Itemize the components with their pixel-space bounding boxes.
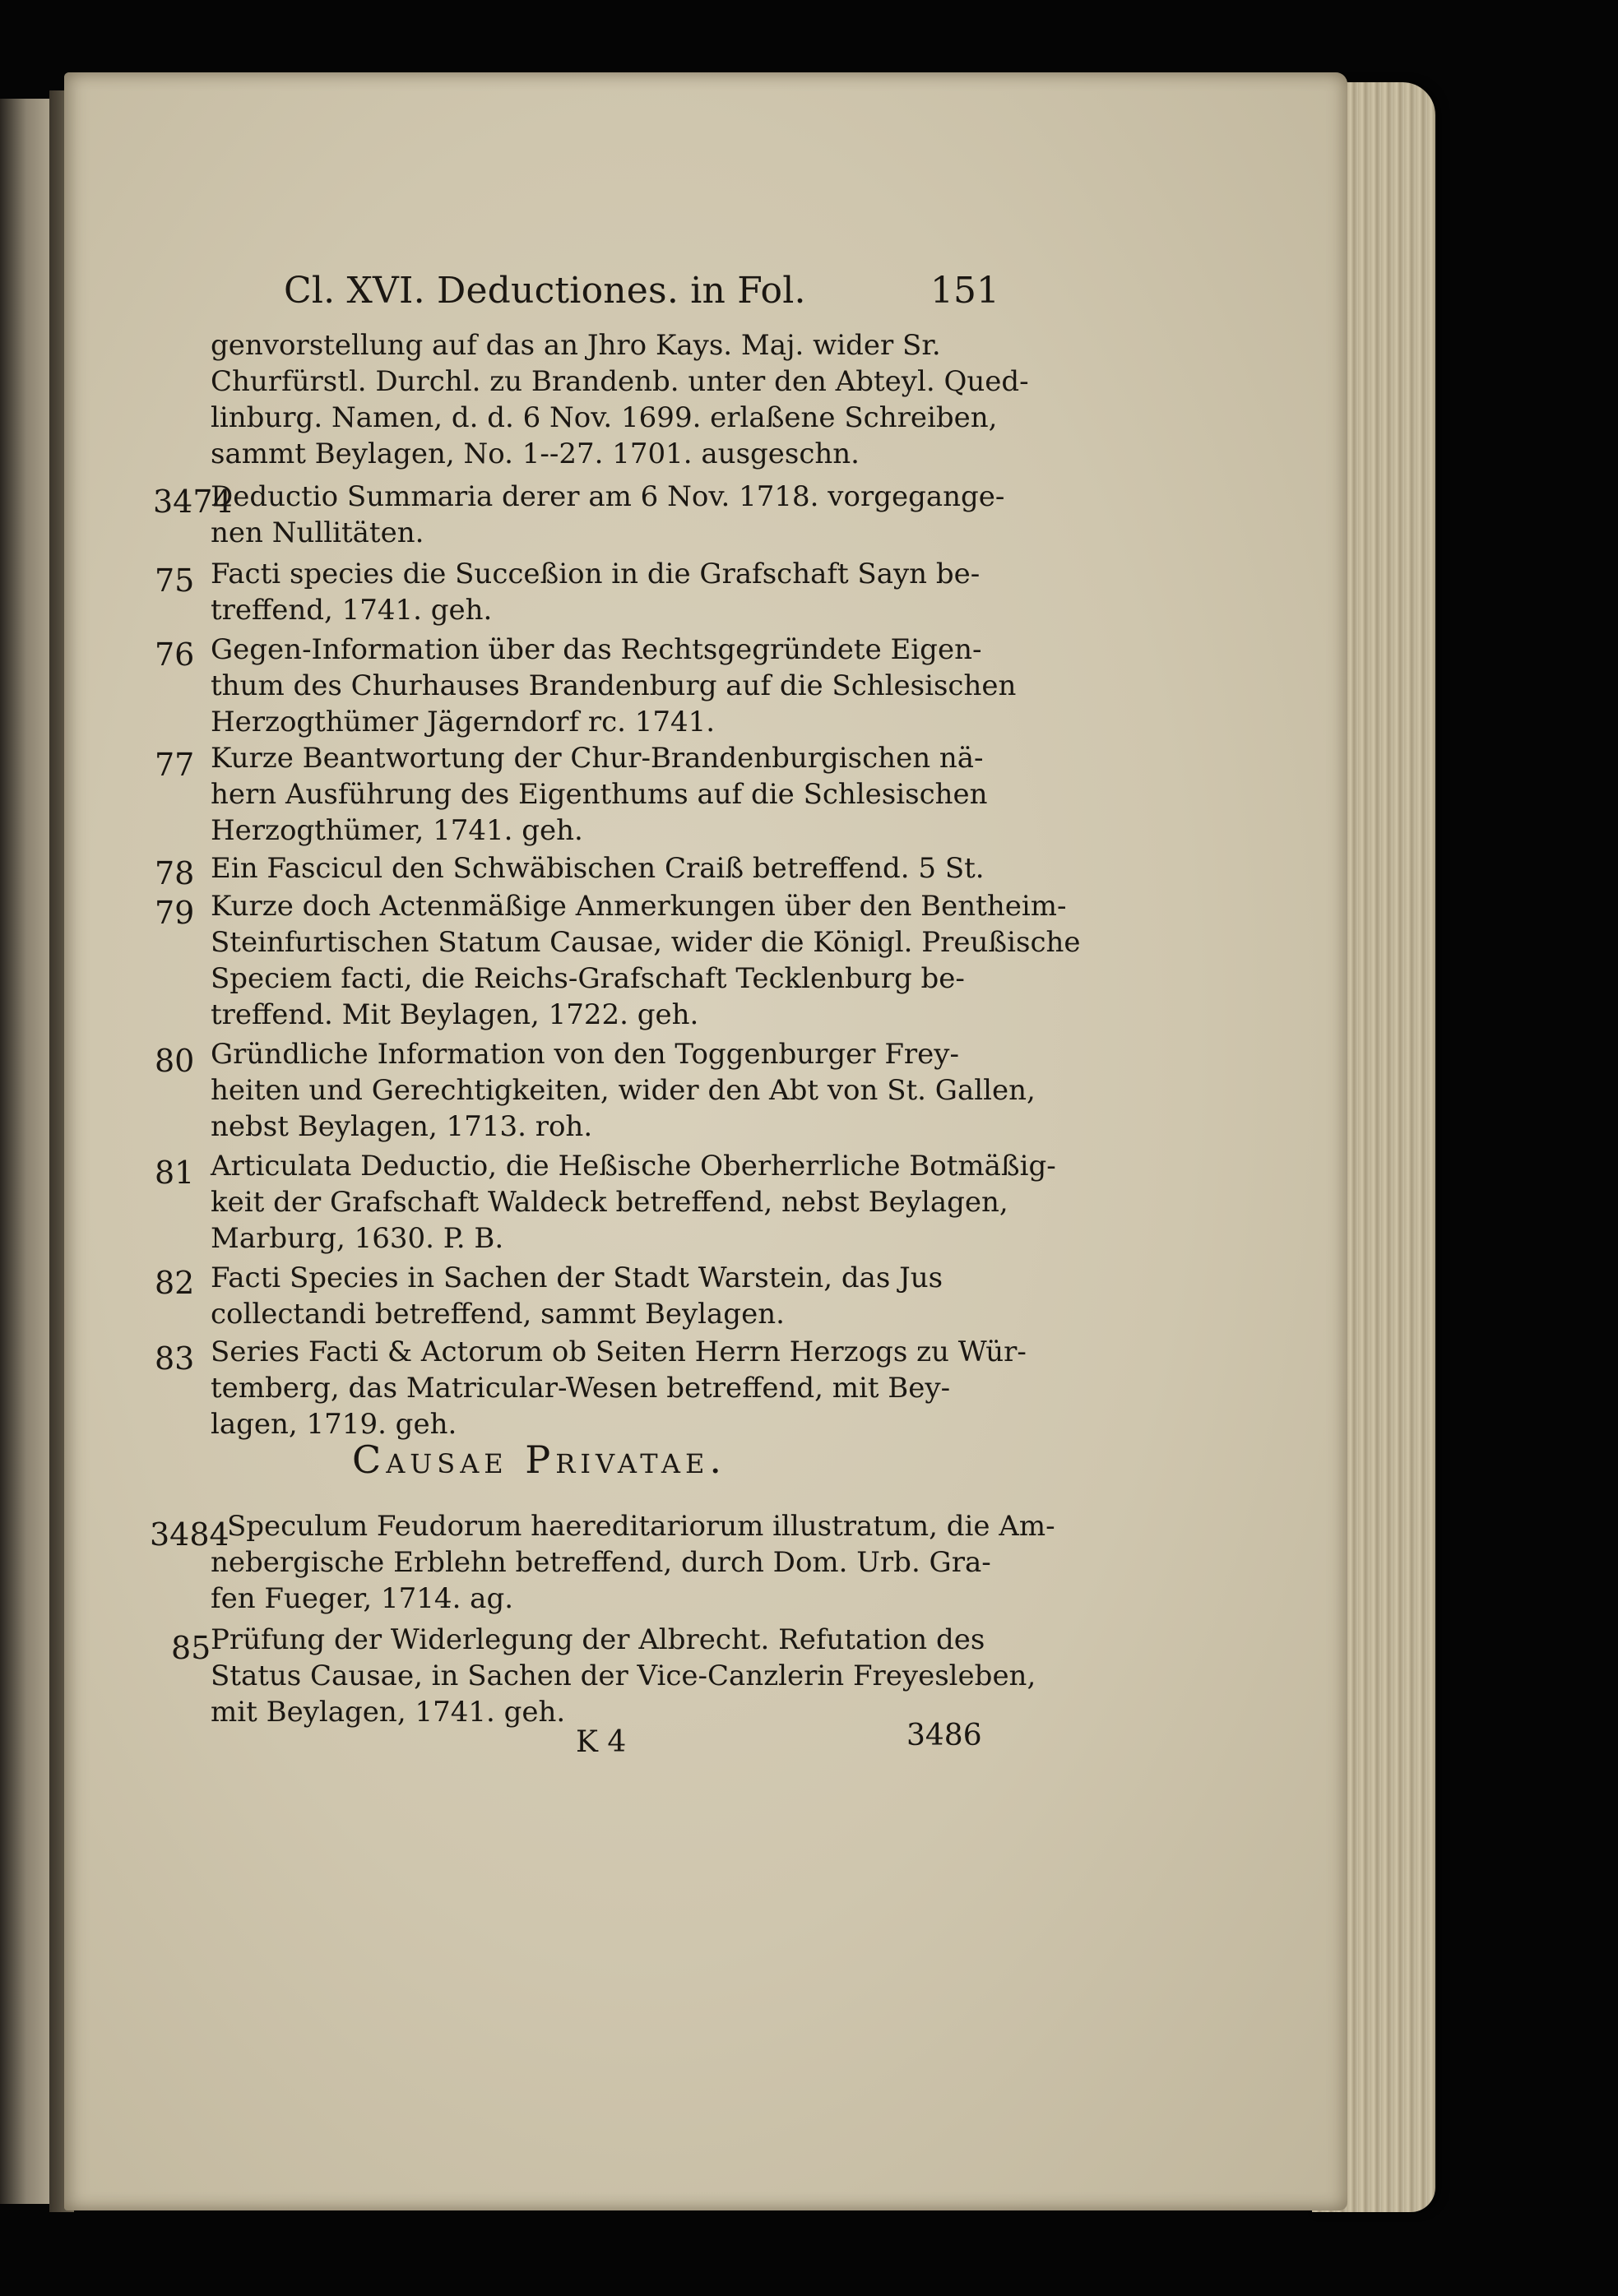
entry-line: Steinfurtischen Statum Causae, wider die Königl. Preußische <box>211 926 1081 959</box>
entry-line: treffend. Mit Beylagen, 1722. geh. <box>211 998 699 1031</box>
entry-line: temberg, das Matricular-Wesen betreffend, mit Bey- <box>211 1372 951 1405</box>
entry-line: fen Fueger, 1714. ag. <box>211 1582 514 1615</box>
entry-number: 76 <box>155 636 195 673</box>
entry-line: treffend, 1741. geh. <box>211 594 493 627</box>
entry-number: 83 <box>155 1340 195 1377</box>
section-heading: Causae Privatae. <box>352 1437 726 1482</box>
entry-line: nebergische Erblehn betreffend, durch Dom. Urb. Gra- <box>211 1546 991 1579</box>
entry-line: Marburg, 1630. P. B. <box>211 1222 504 1255</box>
running-head <box>284 270 999 319</box>
entry-number: 80 <box>155 1043 195 1079</box>
entry-line: lagen, 1719. geh. <box>211 1408 457 1441</box>
entry-line: Status Causae, in Sachen der Vice-Canzlerin Freyesleben, <box>211 1660 1036 1692</box>
entry-line: Herzogthümer, 1741. geh. <box>211 814 583 847</box>
entry-number: 82 <box>155 1265 195 1301</box>
continuation-line: linburg. Namen, d. d. 6 Nov. 1699. erlaßene Schreiben, <box>211 401 998 434</box>
entry-line: Gründliche Information von den Toggenburger Frey- <box>211 1038 959 1071</box>
entry-line: Speculum Feudorum haereditariorum illustratum, die Am- <box>227 1510 1055 1543</box>
entry-line: Articulata Deductio, die Heßische Oberherrliche Botmäßig- <box>211 1150 1056 1183</box>
continuation-line: genvorstellung auf das an Jhro Kays. Maj. wider Sr. <box>211 329 941 362</box>
entry-line: hern Ausführung des Eigenthums auf die Schlesischen <box>211 778 988 811</box>
entry-line: collectandi betreffend, sammt Beylagen. <box>211 1298 785 1331</box>
entry-line: nebst Beylagen, 1713. roh. <box>211 1110 593 1143</box>
entry-number: 81 <box>155 1155 195 1191</box>
entry-line: Facti Species in Sachen der Stadt Warstein, das Jus <box>211 1261 943 1294</box>
entry-number: 79 <box>155 895 195 931</box>
entry-line: heiten und Gerechtigkeiten, wider den Abt von St. Gallen, <box>211 1074 1036 1107</box>
entry-number: 85 <box>171 1630 211 1666</box>
entry-number: 3474 <box>153 484 233 520</box>
entry-line: Gegen-Information über das Rechtsgegründete Eigen- <box>211 633 982 666</box>
entry-line: keit der Grafschaft Waldeck betreffend, nebst Beylagen, <box>211 1186 1008 1219</box>
catalogue-body <box>150 319 1191 1799</box>
page-number: 151 <box>930 270 999 312</box>
entry-number: 78 <box>155 855 195 891</box>
entry-line: Kurze Beantwortung der Chur-Brandenburgischen nä- <box>211 742 984 775</box>
entry-number: 75 <box>155 562 195 599</box>
entry-line: Prüfung der Widerlegung der Albrecht. Refutation des <box>211 1623 985 1656</box>
continuation-line: Churfürstl. Durchl. zu Brandenb. unter den Abteyl. Qued- <box>211 365 1029 398</box>
continuation-line: sammt Beylagen, No. 1--27. 1701. ausgeschn. <box>211 437 860 470</box>
entry-number: 3484 <box>150 1516 229 1553</box>
entry-number: 77 <box>155 747 195 783</box>
entry-line: Deductio Summaria derer am 6 Nov. 1718. vorgegange- <box>211 480 1005 513</box>
entry-line: Facti species die Succeßion in die Grafschaft Sayn be- <box>211 558 981 590</box>
entry-line: Speciem facti, die Reichs-Grafschaft Tecklenburg be- <box>211 962 965 995</box>
running-head-title: Cl. XVI. Deductiones. in Fol. <box>284 270 806 312</box>
entry-line: Kurze doch Actenmäßige Anmerkungen über den Bentheim- <box>211 890 1067 923</box>
entry-line: mit Beylagen, 1741. geh. <box>211 1696 566 1729</box>
entry-line: thum des Churhauses Brandenburg auf die Schlesischen <box>211 669 1017 702</box>
entry-line: Ein Fascicul den Schwäbischen Craiß betreffend. 5 St. <box>211 852 985 885</box>
entry-line: nen Nullitäten. <box>211 516 424 549</box>
catchword: 3486 <box>906 1719 982 1752</box>
signature-mark: K 4 <box>576 1725 627 1759</box>
entry-line: Herzogthümer Jägerndorf rc. 1741. <box>211 706 716 738</box>
entry-line: Series Facti & Actorum ob Seiten Herrn Herzogs zu Wür- <box>211 1335 1027 1368</box>
